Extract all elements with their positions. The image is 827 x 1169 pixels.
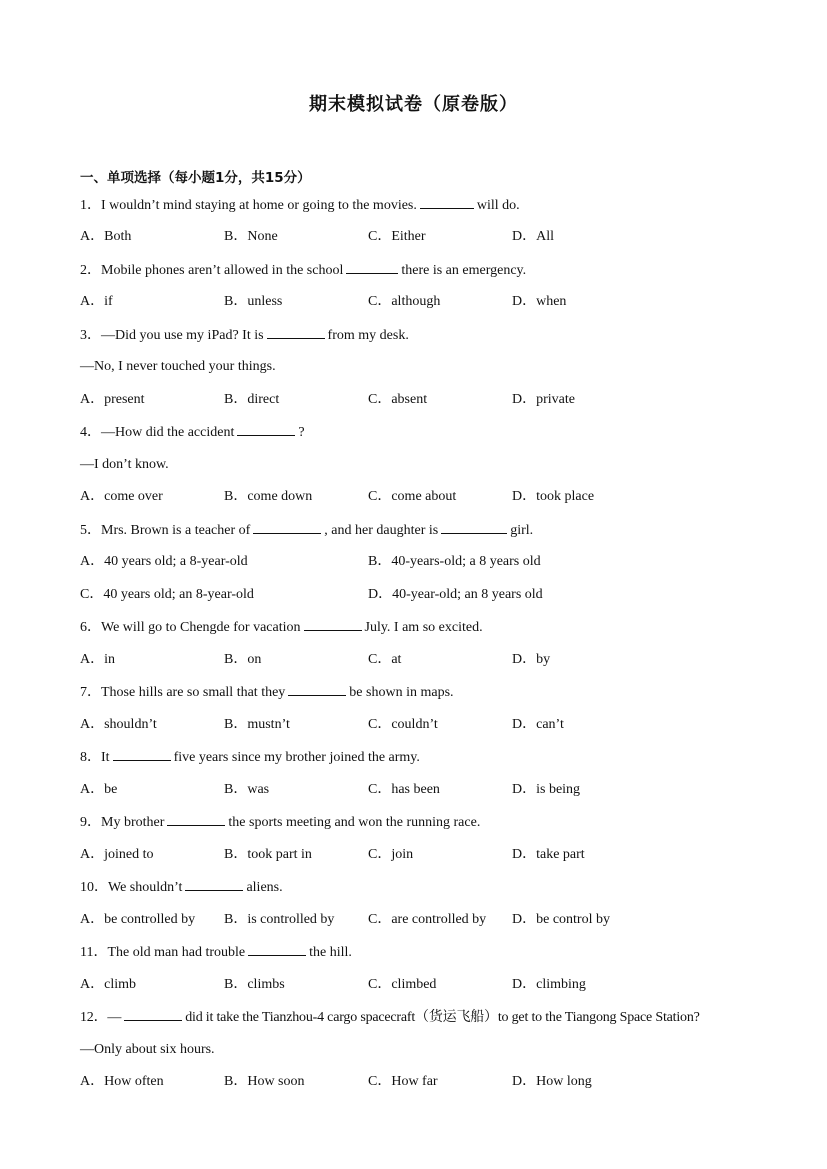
question-text: from my desk. xyxy=(327,328,409,343)
options-row-5b xyxy=(80,586,780,604)
option-c: C．are controlled by xyxy=(368,912,487,927)
question-5 xyxy=(80,521,533,540)
option-d: D．40-year-old; an 8 years old xyxy=(368,587,543,602)
answer-blank xyxy=(346,261,398,274)
answer-blank xyxy=(124,1008,182,1021)
option-b: B．climbs xyxy=(224,977,285,992)
question-text: 8．It xyxy=(80,750,110,765)
option-d: D．How long xyxy=(512,1074,592,1089)
option-a: A．joined to xyxy=(80,847,154,862)
question-text: 2．Mobile phones aren’t allowed in the school xyxy=(80,263,344,278)
question-text: 6．We will go to Chengde for vacation xyxy=(80,620,301,635)
options-row-8 xyxy=(80,781,780,799)
question-3-reply: —No, I never touched your things. xyxy=(80,359,276,374)
question-4-reply: —I don’t know. xyxy=(80,457,169,472)
option-d: D．can’t xyxy=(512,717,564,732)
option-c: C．although xyxy=(368,294,441,309)
question-4 xyxy=(80,423,305,442)
question-text: will do. xyxy=(476,198,520,213)
answer-blank xyxy=(441,521,507,534)
question-11 xyxy=(80,943,352,962)
option-b: B．come down xyxy=(224,489,313,504)
option-d: D．private xyxy=(512,392,575,407)
question-text: 1．I wouldn’t mind staying at home or going to the movies. xyxy=(80,198,417,213)
question-10 xyxy=(80,878,283,897)
option-d: D．take part xyxy=(512,847,585,862)
question-text: 10．We shouldn’t xyxy=(80,880,183,895)
option-c: C．couldn’t xyxy=(368,717,438,732)
answer-blank xyxy=(167,813,225,826)
option-b: B．took part in xyxy=(224,847,312,862)
option-b: B．is controlled by xyxy=(224,912,335,927)
answer-blank xyxy=(237,423,295,436)
answer-blank xyxy=(248,943,306,956)
question-text: ? xyxy=(298,425,305,440)
options-row-6 xyxy=(80,651,780,669)
question-2 xyxy=(80,261,526,280)
question-text: 4．—How did the accident xyxy=(80,425,235,440)
answer-blank xyxy=(253,521,321,534)
question-text: be shown in maps. xyxy=(349,685,454,700)
option-b: B．on xyxy=(224,652,262,667)
option-c: C．absent xyxy=(368,392,428,407)
options-row-12 xyxy=(80,1073,780,1091)
question-1 xyxy=(80,196,520,215)
option-a: A．be xyxy=(80,782,118,797)
question-text: 12．— xyxy=(80,1010,122,1025)
option-b: B．mustn’t xyxy=(224,717,290,732)
option-a: A．40 years old; a 8-year-old xyxy=(80,554,248,569)
option-d: D．All xyxy=(512,229,554,244)
question-text: 7．Those hills are so small that they xyxy=(80,685,286,700)
question-text: July. I am so excited. xyxy=(364,620,483,635)
option-a: A．shouldn’t xyxy=(80,717,157,732)
option-a: A．come over xyxy=(80,489,163,504)
option-a: A．present xyxy=(80,392,145,407)
option-d: D．is being xyxy=(512,782,581,797)
options-row-5a xyxy=(80,553,780,571)
option-a: A．if xyxy=(80,294,113,309)
option-b: B．None xyxy=(224,229,278,244)
question-text: five years since my brother joined the army. xyxy=(173,750,420,765)
option-d: D．took place xyxy=(512,489,595,504)
option-c: C．40 years old; an 8-year-old xyxy=(80,587,254,602)
option-a: A．be controlled by xyxy=(80,912,196,927)
option-b: B．40-years-old; a 8 years old xyxy=(368,554,541,569)
question-12-reply: —Only about six hours. xyxy=(80,1042,215,1057)
question-text: there is an emergency. xyxy=(401,263,527,278)
option-c: C．How far xyxy=(368,1074,438,1089)
option-c: C．come about xyxy=(368,489,457,504)
option-c: C．has been xyxy=(368,782,440,797)
question-text: aliens. xyxy=(246,880,283,895)
question-text: 9．My brother xyxy=(80,815,165,830)
option-c: C．at xyxy=(368,652,402,667)
question-text: , and her daughter is xyxy=(324,523,439,538)
options-row-4 xyxy=(80,488,780,506)
section-heading: 一、单项选择（每小题1分，共15分） xyxy=(80,170,311,186)
question-text: 3．—Did you use my iPad? It is xyxy=(80,328,264,343)
question-9 xyxy=(80,813,480,832)
option-b: B．How soon xyxy=(224,1074,305,1089)
options-row-10 xyxy=(80,911,780,929)
option-d: D．be control by xyxy=(512,912,610,927)
answer-blank xyxy=(420,196,474,209)
option-a: A．How often xyxy=(80,1074,164,1089)
options-row-9 xyxy=(80,846,780,864)
answer-blank xyxy=(185,878,243,891)
question-8 xyxy=(80,748,420,767)
question-12 xyxy=(80,1008,700,1027)
answer-blank xyxy=(113,748,171,761)
question-text: girl. xyxy=(510,523,534,538)
question-text: the sports meeting and won the running race. xyxy=(228,815,481,830)
question-text: the hill. xyxy=(309,945,352,960)
options-row-11 xyxy=(80,976,780,994)
option-c: C．join xyxy=(368,847,414,862)
answer-blank xyxy=(304,618,362,631)
option-a: A．Both xyxy=(80,229,132,244)
option-d: D．when xyxy=(512,294,567,309)
question-text: did it take the Tianzhou-4 cargo spacecraft（货运飞船）to get to the Tiangong Space Station? xyxy=(185,1010,700,1025)
option-b: B．unless xyxy=(224,294,283,309)
options-row-2 xyxy=(80,293,780,311)
option-c: C．climbed xyxy=(368,977,437,992)
question-text: 11．The old man had trouble xyxy=(80,945,246,960)
options-row-7 xyxy=(80,716,780,734)
answer-blank xyxy=(267,326,325,339)
option-c: C．Either xyxy=(368,229,426,244)
option-b: B．direct xyxy=(224,392,280,407)
option-d: D．by xyxy=(512,652,551,667)
option-d: D．climbing xyxy=(512,977,586,992)
options-row-3 xyxy=(80,391,780,409)
question-3 xyxy=(80,326,409,345)
option-a: A．climb xyxy=(80,977,136,992)
question-7 xyxy=(80,683,454,702)
question-6 xyxy=(80,618,483,637)
option-a: A．in xyxy=(80,652,115,667)
page-title: 期末模拟试卷（原卷版） xyxy=(309,94,518,115)
answer-blank xyxy=(288,683,346,696)
option-b: B．was xyxy=(224,782,270,797)
options-row-1 xyxy=(80,228,780,246)
question-text: 5．Mrs. Brown is a teacher of xyxy=(80,523,251,538)
